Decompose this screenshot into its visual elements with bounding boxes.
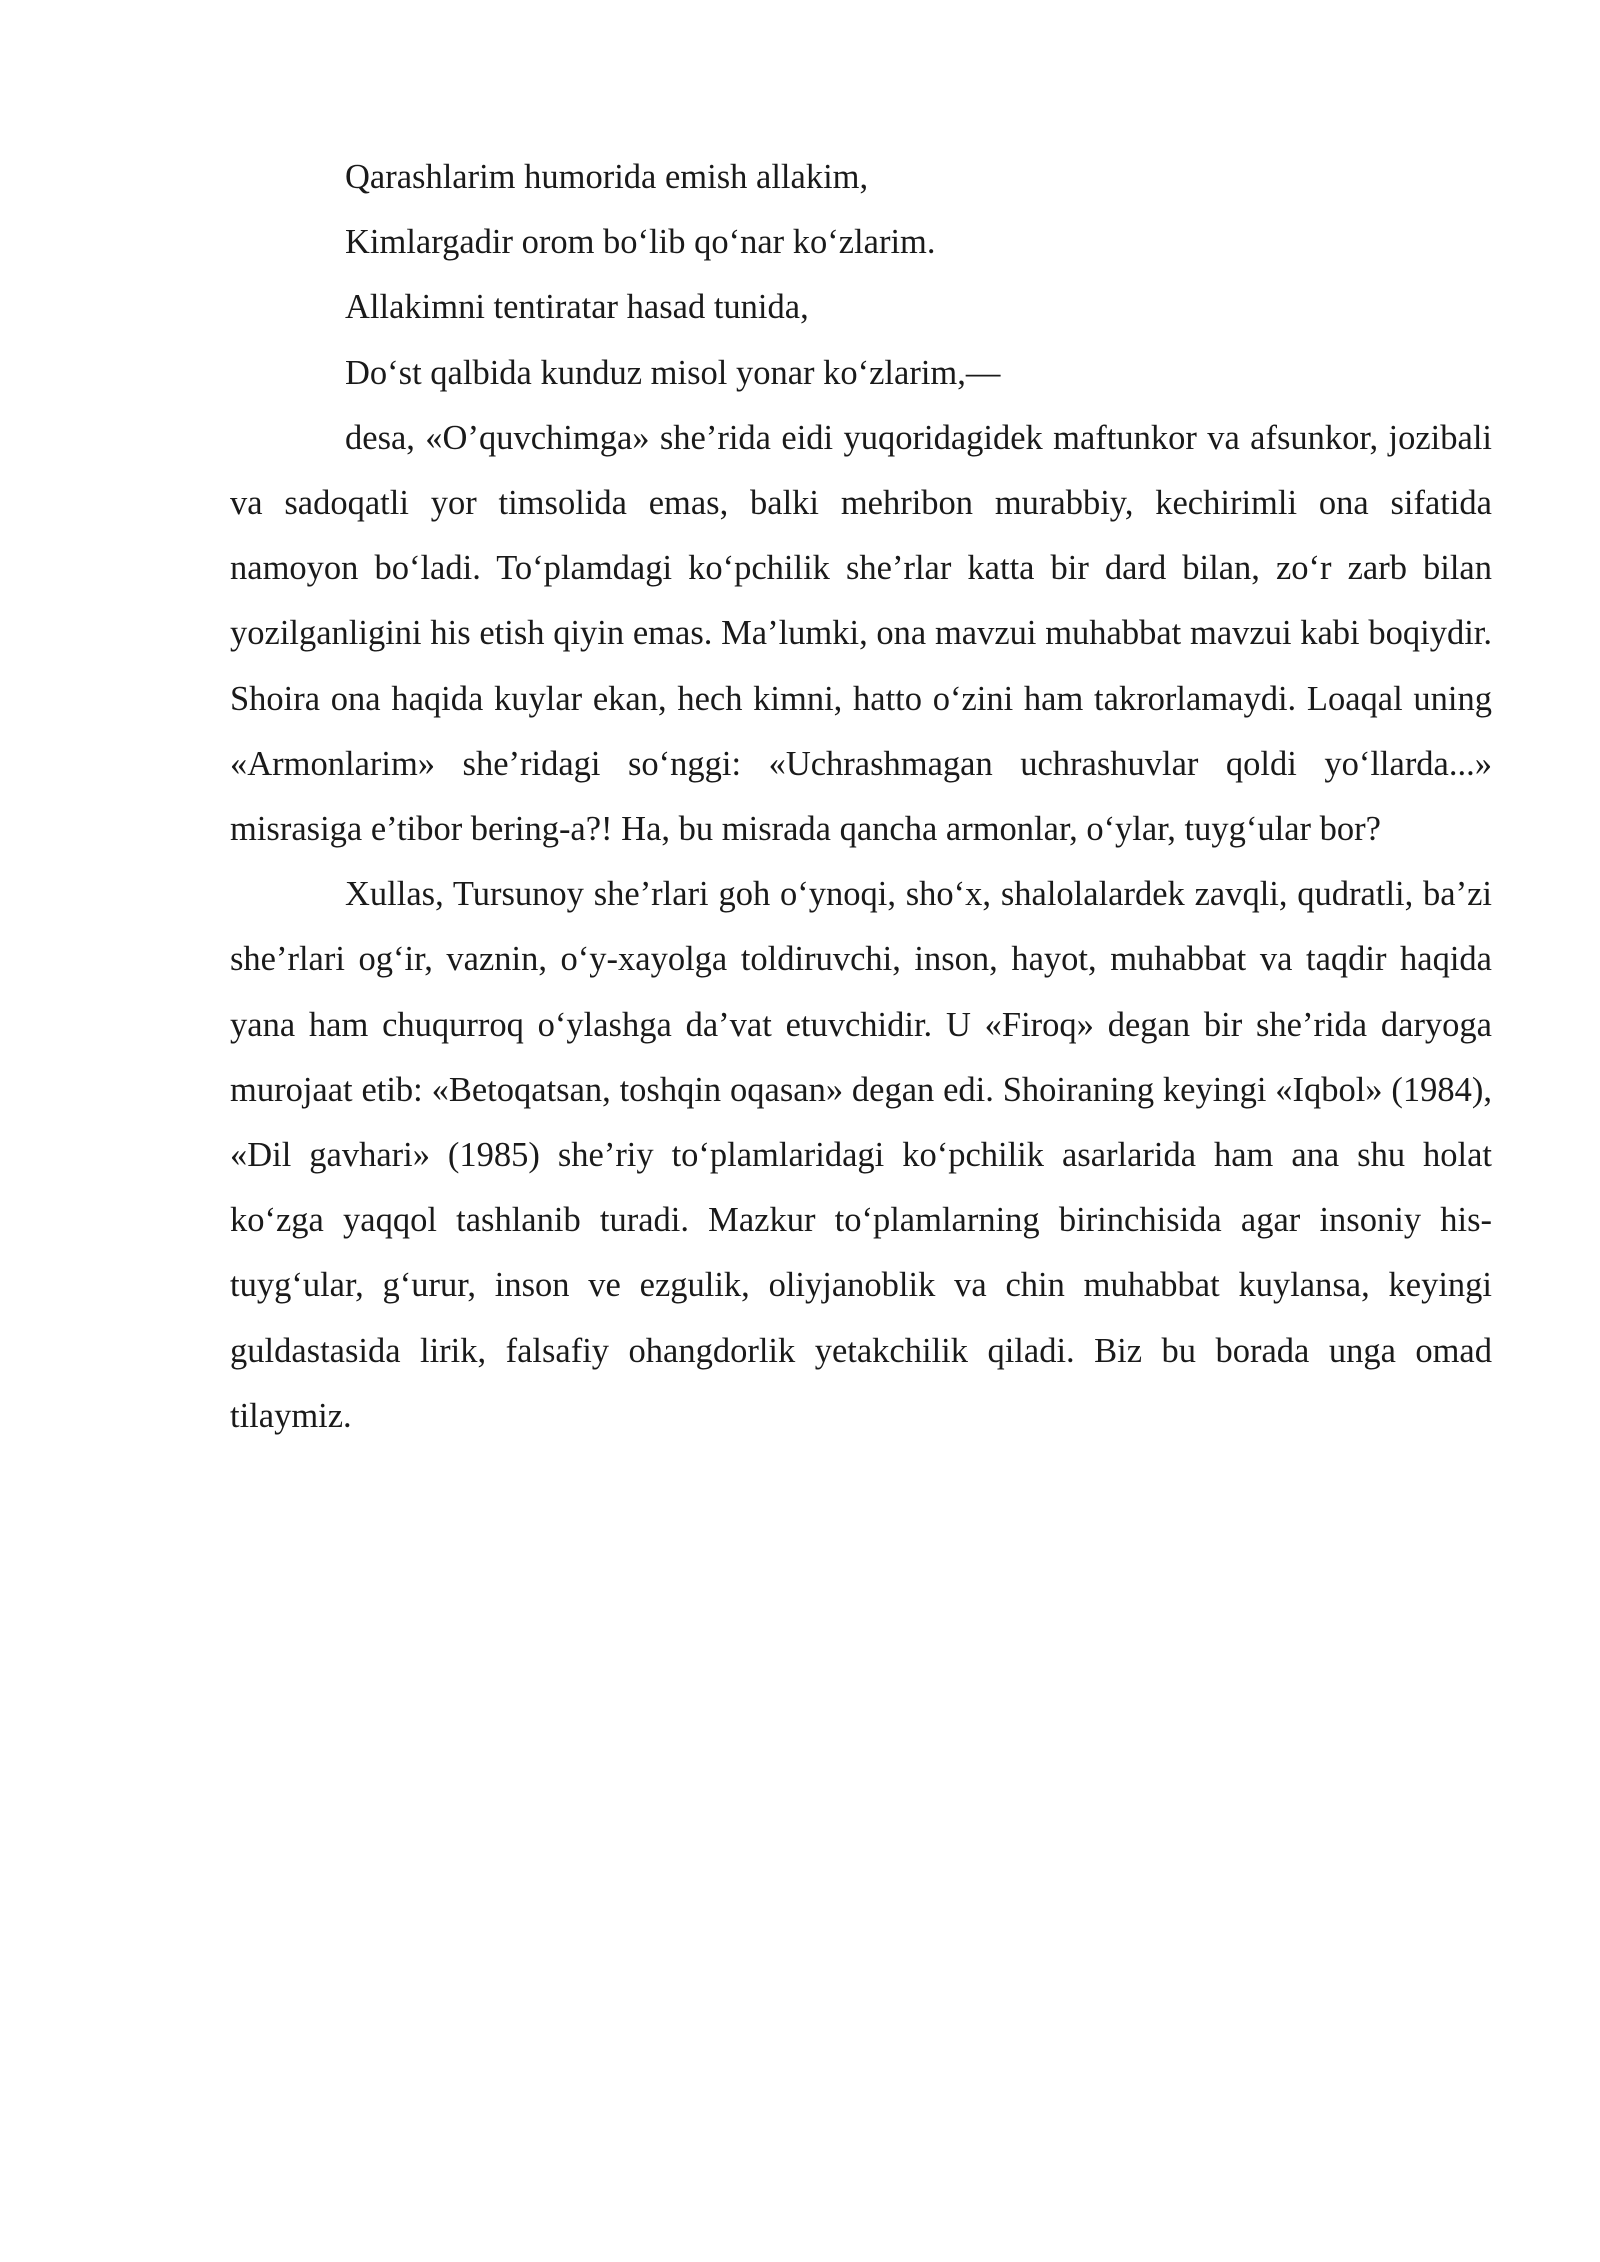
verse-line: Allakimni tentiratar hasad tunida, bbox=[345, 288, 809, 327]
body-paragraph: Xullas, Tursunoy she’rlari goh o‘ynoqi, sho‘x, shalolalardek zavqli, qudratli, ba’zi she’rlari og‘ir, vaznin, o‘y-xayolga toldiruvchi, inson, hayot, muhabbat va taqdir haqida yana ham chuqurroq o‘ylashga da’vat etuvchidir. U «Firoq» degan bir she’rida daryoga murojaat etib: «Betoqatsan, toshqin oqasan» degan edi. Shoiraning keyingi «Iqbol» (1984), «Dil gavhari» (1985) she’riy to‘plamlaridagi ko‘pchilik asarlarida ham ana shu holat ko‘zga yaqqol tashlanib turadi. Mazkur to‘plamlarning birinchisida agar insoniy his-tuyg‘ular, g‘urur, inson ve ezgulik, oliyjanoblik va chin muhabbat kuylansa, keyingi guldastasida lirik, falsafiy ohangdorlik yetakchilik qiladi. Biz bu borada unga omad tilaymiz. bbox=[230, 875, 1492, 1435]
poem-excerpt bbox=[230, 145, 1492, 406]
body-paragraph: desa, «O’quvchimga» she’rida eidi yuqoridagidek maftunkor va afsunkor, jozibali va sadoqatli yor timsolida emas, balki mehribon murabbiy, kechirimli ona sifatida namoyon bo‘ladi. To‘plamdagi ko‘pchilik she’rlar katta bir dard bilan, zo‘r zarb bilan yozilganligini his etish qiyin emas. Ma’lumki, ona mavzui muhabbat mavzui kabi boqiydir. Shoira ona haqida kuylar ekan, hech kimni, hatto o‘zini ham takrorlamaydi. Loaqal uning «Armonlarim» she’ridagi so‘nggi: «Uchrashmagan uchrashuvlar qoldi yo‘llarda...» misrasiga e’tibor bering-a?! Ha, bu misrada qancha armonlar, o‘ylar, tuyg‘ular bor? bbox=[230, 418, 1492, 849]
document-page bbox=[230, 145, 1492, 1449]
verse-line: Do‘st qalbida kunduz misol yonar ko‘zlarim,— bbox=[345, 353, 1001, 392]
verse-line: Qarashlarim humorida emish allakim, bbox=[345, 158, 869, 196]
verse-line: Kimlargadir orom bo‘lib qo‘nar ko‘zlarim. bbox=[345, 223, 936, 262]
